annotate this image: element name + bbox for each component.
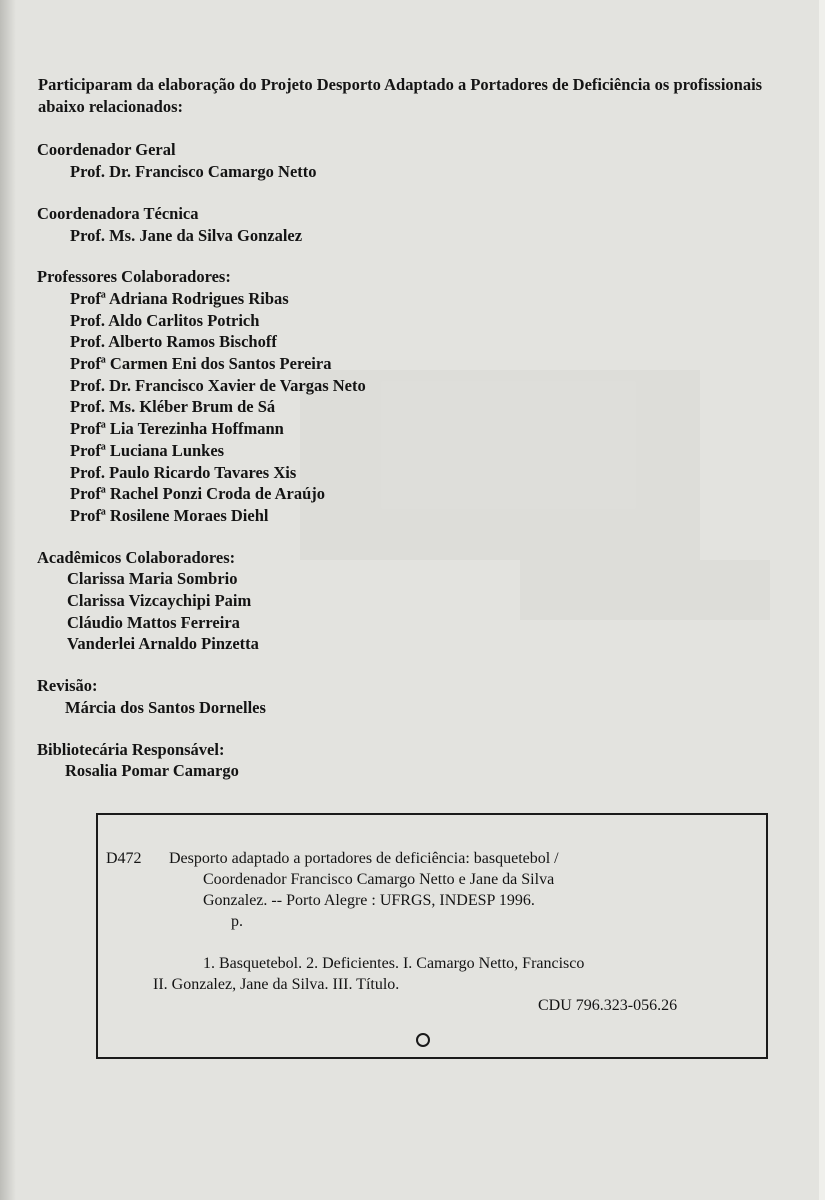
page-edge-shadow [0,0,16,1200]
person-name: Profª Luciana Lunkes [70,440,225,460]
person-name: Márcia dos Santos Dornelles [65,697,266,717]
catalog-card [96,813,768,1059]
person-name: Prof. Dr. Francisco Camargo Netto [70,162,317,182]
section-heading: Professores Colaboradores: [37,267,231,287]
person-name: Rosalia Pomar Camargo [65,761,239,781]
person-name: Profª Rosilene Moraes Diehl [70,505,269,525]
person-name: Profª Adriana Rodrigues Ribas [70,288,289,308]
person-name: Prof. Ms. Jane da Silva Gonzalez [70,225,303,245]
catalog-subjects-line: II. Gonzalez, Jane da Silva. III. Título. [153,976,400,993]
person-name: Vanderlei Arnaldo Pinzetta [67,634,259,654]
person-name: Prof. Alberto Ramos Bischoff [70,332,277,352]
section-heading: Revisão: [37,676,98,696]
section-heading: Bibliotecária Responsável: [37,739,225,759]
person-name: Clarissa Vizcaychipi Paim [67,591,252,611]
section-coordenadora-tecnica [30,203,800,246]
circle-mark-icon [416,1033,430,1047]
catalog-title-line: Desporto adaptado a portadores de deficiência: basquetebol / [169,850,559,867]
section-bibliotecaria [30,739,800,782]
section-heading: Coordenador Geral [37,140,176,160]
page-right-edge [819,0,825,1200]
person-name: Prof. Paulo Ricardo Tavares Xis [70,462,297,482]
person-name: Profª Lia Terezinha Hoffmann [70,419,284,439]
section-academicos [30,547,800,656]
section-coordenador-geral [30,139,800,182]
catalog-imprint-line: Gonzalez. -- Porto Alegre : UFRGS, INDESP 1996. [203,892,535,909]
person-name: Cláudio Mattos Ferreira [67,612,240,632]
section-heading: Acadêmicos Colaboradores: [37,547,236,567]
catalog-pages: p. [231,913,243,930]
section-revisao [30,675,800,718]
person-name: Profª Rachel Ponzi Croda de Araújo [70,484,326,504]
person-name: Profª Carmen Eni dos Santos Pereira [70,354,332,374]
credits-block [30,74,800,802]
catalog-cdu: CDU 796.323-056.26 [538,997,678,1014]
section-heading: Coordenadora Técnica [37,203,199,223]
person-name: Clarissa Maria Sombrio [67,569,238,589]
person-name: Prof. Aldo Carlitos Potrich [70,310,260,330]
person-name: Prof. Dr. Francisco Xavier de Vargas Neto [70,375,366,395]
section-professores [30,266,800,526]
catalog-author-line: Coordenador Francisco Camargo Netto e Jane da Silva [203,871,555,888]
catalog-subjects-line: 1. Basquetebol. 2. Deficientes. I. Camargo Netto, Francisco [203,955,585,972]
intro-paragraph: Participaram da elaboração do Projeto Desporto Adaptado a Portadores de Deficiência os profissionais abaixo relacionados: [38,75,763,116]
catalog-code: D472 [106,850,142,867]
person-name: Prof. Ms. Kléber Brum de Sá [70,397,276,417]
